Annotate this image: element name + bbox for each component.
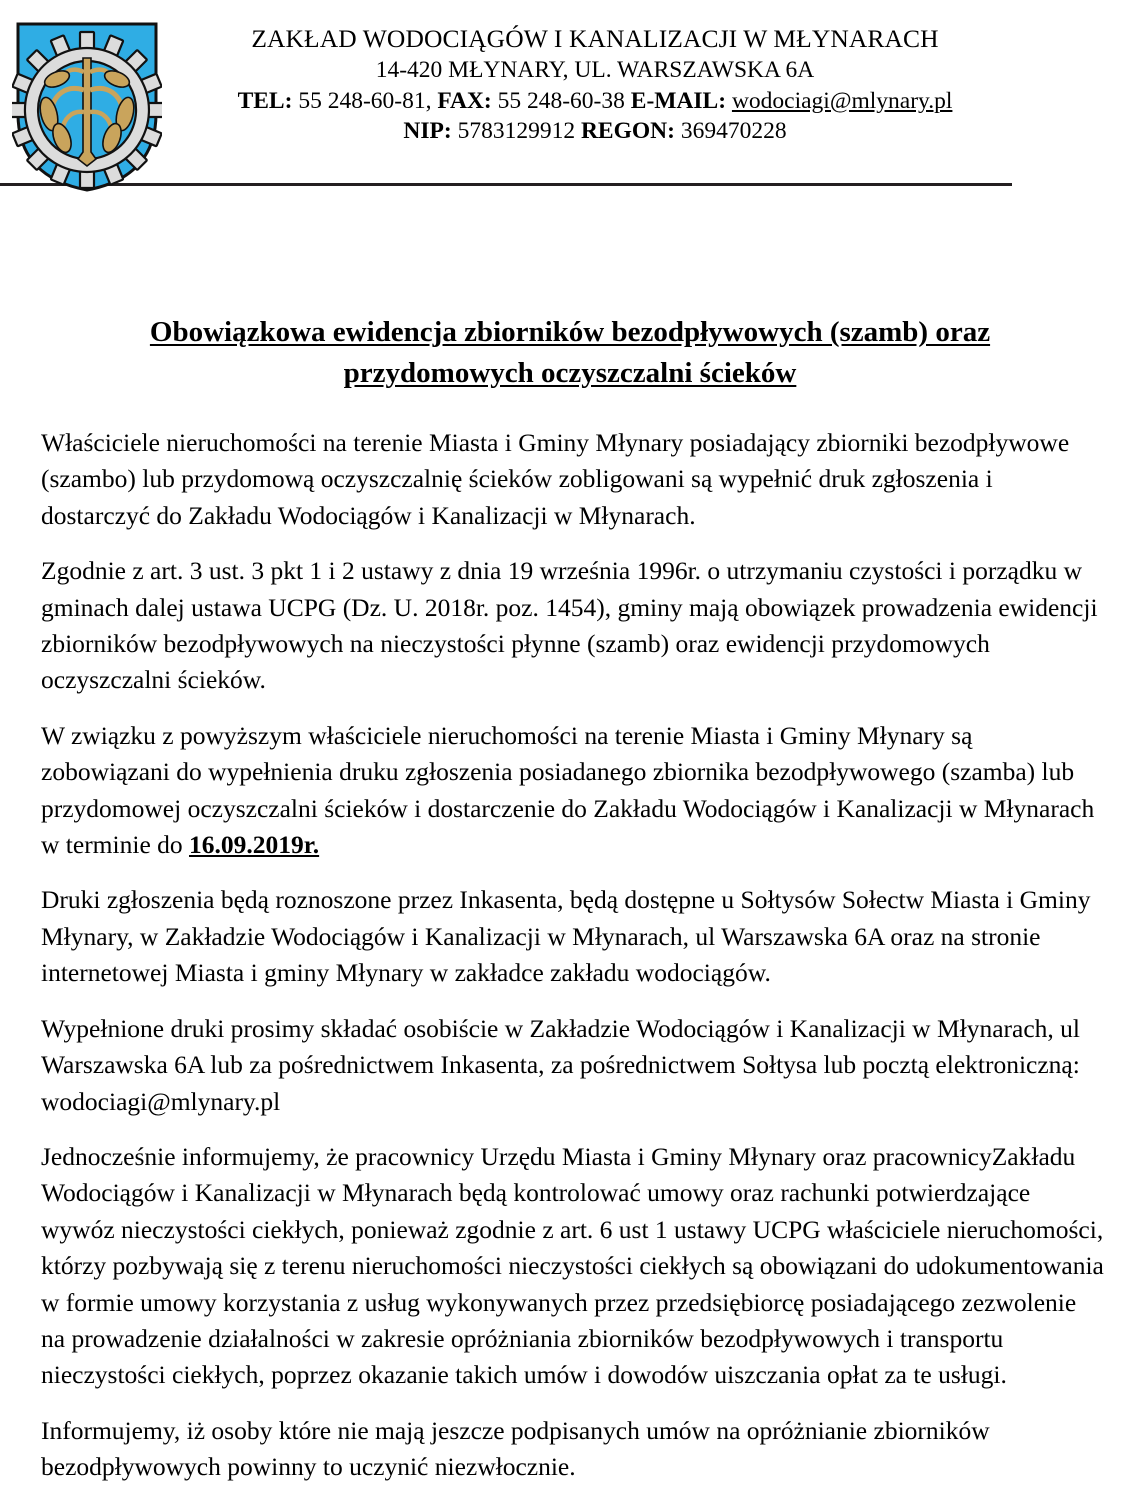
email-label: E-MAIL: [630, 87, 727, 114]
paragraph-submission-methods: Wypełnione druki prosimy składać osobiście w Zakładzie Wodociągów i Kanalizacji w Młynarach, ul Warszawska 6A lub za pośrednictwem Inkasenta, za pośrednictwem Sołtysa lub pocztą elektroniczną: wodociagi@mlynary.pl [41, 1013, 1081, 1116]
paragraph-form-availability: Druki zgłoszenia będą roznoszone przez Inkasenta, będą dostępne u Sołtysów Sołectw Miasta i Gminy Młynary, w Zakładzie Wodociągów i Kanalizacji w Młynarach, ul Warszawska 6A oraz na stronie internetowej Miasta i gminy Młynary w zakładce zakładu wodociągów. [41, 885, 1091, 988]
tel-value: 55 248-60-81, [298, 87, 432, 114]
page-title-line-2: przydomowych oczyszczalni ścieków [343, 357, 797, 390]
organization-address: 14-420 MŁYNARY, UL. WARSZAWSKA 6A [375, 57, 815, 84]
tel-label: TEL: [237, 87, 293, 114]
nip-value: 5783129912 [457, 118, 576, 145]
header-text-block [175, 22, 1015, 147]
paragraph-owners-obligation: Właściciele nieruchomości na terenie Miasta i Gminy Młynary posiadający zbiorniki bezodpływowe (szambo) lub przydomową oczyszczalnię ścieków zobligowani są wypełnić druk zgłoszenia i dostarczyć do Zakładu Wodociągów i Kanalizacji w Młynarach. [41, 428, 1070, 530]
paragraph-contract-reminder: Informujemy, iż osoby które nie mają jeszcze podpisanych umów na opróżnianie zbiorników bezodpływowych powinny to uczynić niezwłocznie. [41, 1415, 990, 1482]
regon-value: 369470228 [680, 118, 787, 145]
email-link[interactable]: wodociagi@mlynary.pl [731, 87, 953, 114]
fax-label: FAX: [437, 87, 492, 114]
registry-line [175, 116, 1015, 147]
paragraph-deadline-text: W związku z powyższym właściciele nieruchomości na terenie Miasta i Gminy Młynary są zobowiązani do wypełnienia druku zgłoszenia posiadanego zbiornika bezodpływowego (szamba) lub przydomowej oczyszczalni ścieków i dostarczenie do Zakładu Wodociągów i Kanalizacji w Młynarach w terminie do [41, 720, 1095, 860]
fax-value: 55 248-60-38 [497, 87, 625, 114]
regon-label: REGON: [580, 118, 675, 145]
page-title [60, 312, 1080, 394]
deadline-date: 16.09.2019r. [189, 830, 320, 860]
paragraph-inspection-notice: Jednocześnie informujemy, że pracownicy Urzędu Miasta i Gminy Młynary oraz pracownicyZakładu Wodociągów i Kanalizacji w Młynarach będą kontrolować umowy oraz rachunki potwierdzające wywóz nieczystości ciekłych, ponieważ zgodnie z art. 6 ust 1 ustawy UCPG właściciele nieruchomości, którzy pozbywają się z terenu nieruchomości nieczystości ciekłych są obowiązani do udokumentowania w formie umowy korzystania z usług wykonywanych przez przedsiębiorcę posiadającego zezwolenie na prowadzenie działalności w zakresie opróżniania zbiorników bezodpływowych i transportu nieczystości ciekłych, poprzez okazanie takich umów i dowodów uiszczania opłat za te usługi. [41, 1141, 1104, 1390]
page-title-line-1: Obowiązkowa ewidencja zbiorników bezodpływowych (szamb) oraz [149, 316, 991, 348]
coat-of-arms-crest-icon [12, 18, 162, 194]
contact-line [175, 86, 1015, 117]
paragraph-legal-basis: Zgodnie z art. 3 ust. 3 pkt 1 i 2 ustawy z dnia 19 września 1996r. o utrzymaniu czystości i porządku w gminach dalej ustawa UCPG (Dz. U. 2018r. poz. 1454), gminy mają obowiązek prowadzenia ewidencji zbiorników bezodpływowych na nieczystości płynne (szamb) oraz ewidencji przydomowych oczyszczalni ścieków. [41, 556, 1098, 695]
organization-name: ZAKŁAD WODOCIĄGÓW I KANALIZACJI W MŁYNARACH [251, 24, 939, 53]
document-header [0, 0, 1140, 196]
paragraph-deadline [41, 718, 1106, 864]
document-body [41, 425, 1106, 1486]
nip-label: NIP: [403, 118, 452, 145]
